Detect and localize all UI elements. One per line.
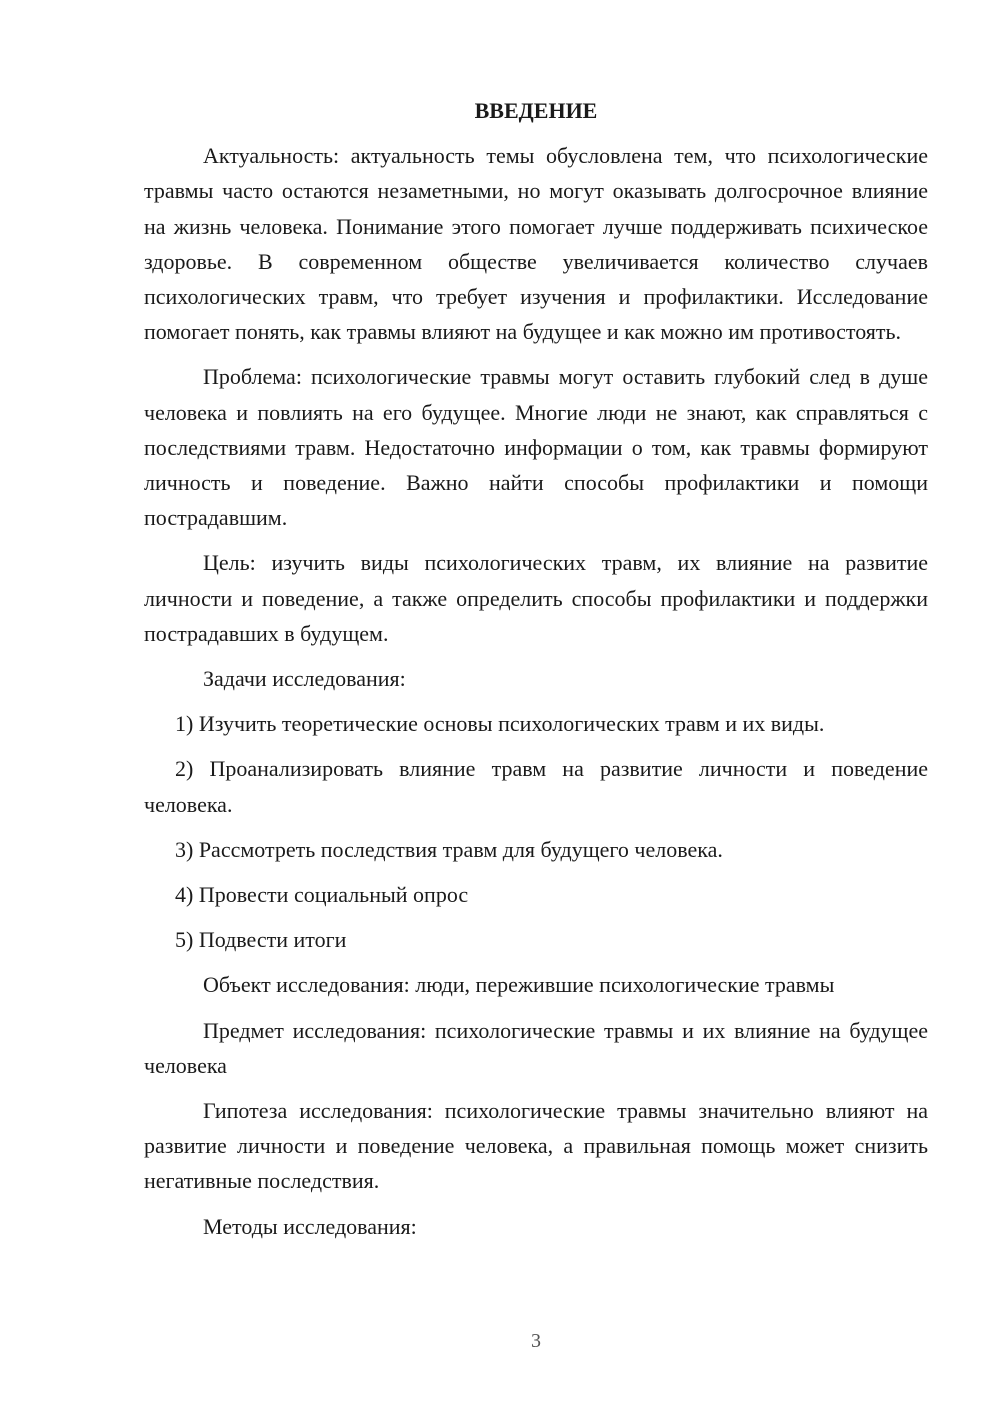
task-item-4: 4) Провести социальный опрос [175,882,469,908]
task-item-3: 3) Рассмотреть последствия травм для будущего человека. [175,836,723,862]
paragraph-goal: Цель: изучить виды психологических травм, их влияние на развитие личности и поведение, а также определить способы профилактики и поддержки пострадавших в будущем. [144,550,928,646]
paragraph-problem: Проблема: психологические травмы могут оставить глубокий след в душе человека и повлиять на его будущее. Многие люди не знают, как справляться с последствиями травм. Недостаточно информации о том, как травмы формируют личность и поведение. Важно найти способы профилактики и помощи пострадавшим. [144,364,928,531]
paragraph-object: Объект исследования: люди, пережившие психологические травмы [203,972,835,998]
paragraph-relevance: Актуальность: актуальность темы обусловлена тем, что психологические травмы часто остаются незаметными, но могут оказывать долгосрочное влияние на жизнь человека. Понимание этого помогает лучше поддерживать психическое здоровье. В современном обществе увеличивается количество случаев психологических травм, что требует изучения и профилактики. Исследование помогает понять, как травмы влияют на будущее и как можно им противостоять. [144,143,928,345]
methods-heading: Методы исследования: [203,1213,417,1239]
paragraph-subject: Предмет исследования: психологические травмы и их влияние на будущее человека [144,1017,928,1078]
page-number: 3 [531,1330,541,1352]
task-item-1: 1) Изучить теоретические основы психологических травм и их виды. [175,711,825,737]
page-content [144,93,928,1254]
task-item-5: 5) Подвести итоги [175,927,347,953]
section-title: ВВЕДЕНИЕ [474,98,598,123]
paragraph-hypothesis: Гипотеза исследования: психологические травмы значительно влияют на развитие личности и поведение человека, а правильная помощь может снизить негативные последствия. [144,1098,928,1194]
tasks-heading: Задачи исследования: [203,666,406,692]
task-item-2: 2) Проанализировать влияние травм на развитие личности и поведение человека. [144,756,928,817]
